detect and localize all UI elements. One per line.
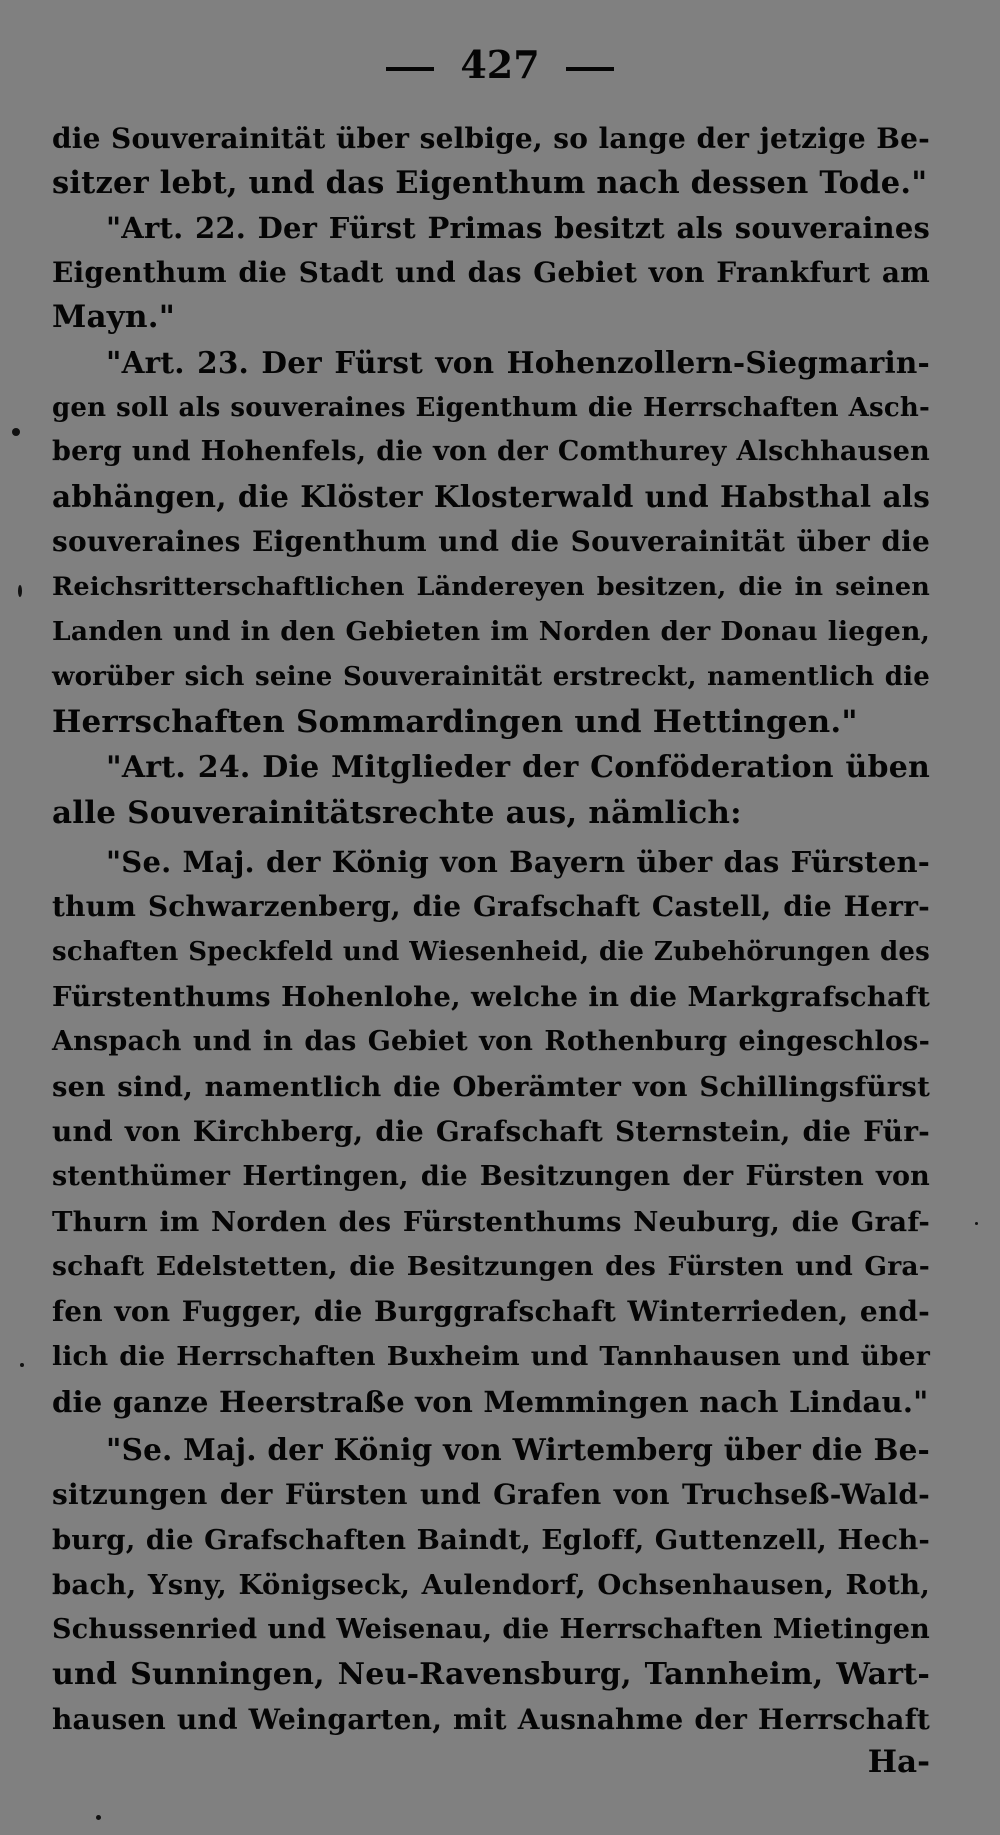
text-line: fen von Fugger, die Burggrafschaft Winterrieden, end-	[52, 1295, 930, 1328]
text-line: "Art. 23. Der Fürst von Hohenzollern-Siegmarin-	[106, 345, 930, 380]
text-line: Thurn im Norden des Fürstenthums Neuburg, die Graf-	[52, 1206, 930, 1238]
text-line: sitzungen der Fürsten und Grafen von Truchseß-Wald-	[52, 1478, 930, 1511]
text-line: abhängen, die Klöster Klosterwald und Habsthal als	[52, 479, 930, 514]
scan-speck	[18, 585, 22, 597]
text-line: schaft Edelstetten, die Besitzungen des Fürsten und Gra-	[52, 1251, 930, 1282]
text-line: burg, die Grafschaften Baindt, Egloff, Guttenzell, Hech-	[52, 1524, 930, 1556]
text-line: die Souverainität über selbige, so lange der jetzige Be-	[52, 122, 930, 155]
text-line: gen soll als souveraines Eigenthum die Herrschaften Asch-	[52, 393, 930, 423]
text-line: worüber sich seine Souverainität erstreckt, namentlich die	[52, 662, 930, 692]
text-line: Fürstenthums Hohenlohe, welche in die Markgrafschaft	[52, 981, 930, 1013]
text-line: Eigenthum die Stadt und das Gebiet von Frankfurt am	[52, 256, 930, 289]
text-line: souveraines Eigenthum und die Souverainität über die	[52, 525, 930, 558]
text-line: und von Kirchberg, die Grafschaft Sternstein, die Für-	[52, 1115, 930, 1148]
page-header	[0, 40, 1000, 90]
text-line: "Se. Maj. der König von Wirtemberg über die Be-	[106, 1432, 930, 1467]
text-line: sen sind, namentlich die Oberämter von Schillingsfürst	[52, 1071, 930, 1103]
scan-speck	[96, 1815, 101, 1820]
catchword: Ha-	[867, 1744, 930, 1780]
text-line: "Art. 24. Die Mitglieder der Conföderation üben	[106, 750, 930, 785]
text-line: Herrschaften Sommardingen und Hettingen."	[52, 704, 858, 740]
text-line: Landen und in den Gebieten im Norden der Donau liegen,	[52, 616, 930, 647]
page-number: 427	[460, 42, 540, 87]
text-line: schaften Speckfeld und Wiesenheid, die Zubehörungen des	[52, 937, 930, 967]
scan-speck	[975, 1222, 978, 1225]
text-line: Reichsritterschaftlichen Ländereyen besitzen, die in seinen	[52, 572, 930, 602]
text-line: berg und Hohenfels, die von der Comthurey Alschhausen	[52, 436, 930, 467]
scan-speck	[20, 1363, 24, 1367]
text-line: thum Schwarzenberg, die Grafschaft Castell, die Herr-	[52, 890, 930, 923]
text-line: die ganze Heerstraße von Memmingen nach Lindau."	[52, 1385, 929, 1419]
text-line: "Art. 22. Der Fürst Primas besitzt als souveraines	[106, 211, 930, 245]
text-line: stenthümer Hertingen, die Besitzungen der Fürsten von	[52, 1161, 930, 1192]
text-line: lich die Herrschaften Buxheim und Tannhausen und über	[52, 1341, 930, 1372]
text-line: Anspach und in das Gebiet von Rothenburg eingeschlos-	[52, 1026, 930, 1057]
scan-speck	[12, 428, 20, 436]
text-line: und Sunningen, Neu-Ravensburg, Tannheim, Wart-	[52, 1657, 930, 1692]
text-line: bach, Ysny, Königseck, Aulendorf, Ochsenhausen, Roth,	[52, 1569, 930, 1601]
text-line: Schussenried und Weisenau, die Herrschaften Mietingen	[52, 1614, 930, 1645]
text-line: hausen und Weingarten, mit Ausnahme der Herrschaft	[52, 1703, 930, 1736]
text-line: sitzer lebt, und das Eigenthum nach dessen Tode."	[52, 165, 928, 201]
text-line: Mayn."	[52, 299, 176, 335]
text-line: alle Souverainitätsrechte aus, nämlich:	[52, 795, 742, 831]
text-line: "Se. Maj. der König von Bayern über das Fürsten-	[106, 845, 930, 879]
header-dash-right	[566, 67, 614, 71]
header-dash-left	[386, 67, 434, 71]
